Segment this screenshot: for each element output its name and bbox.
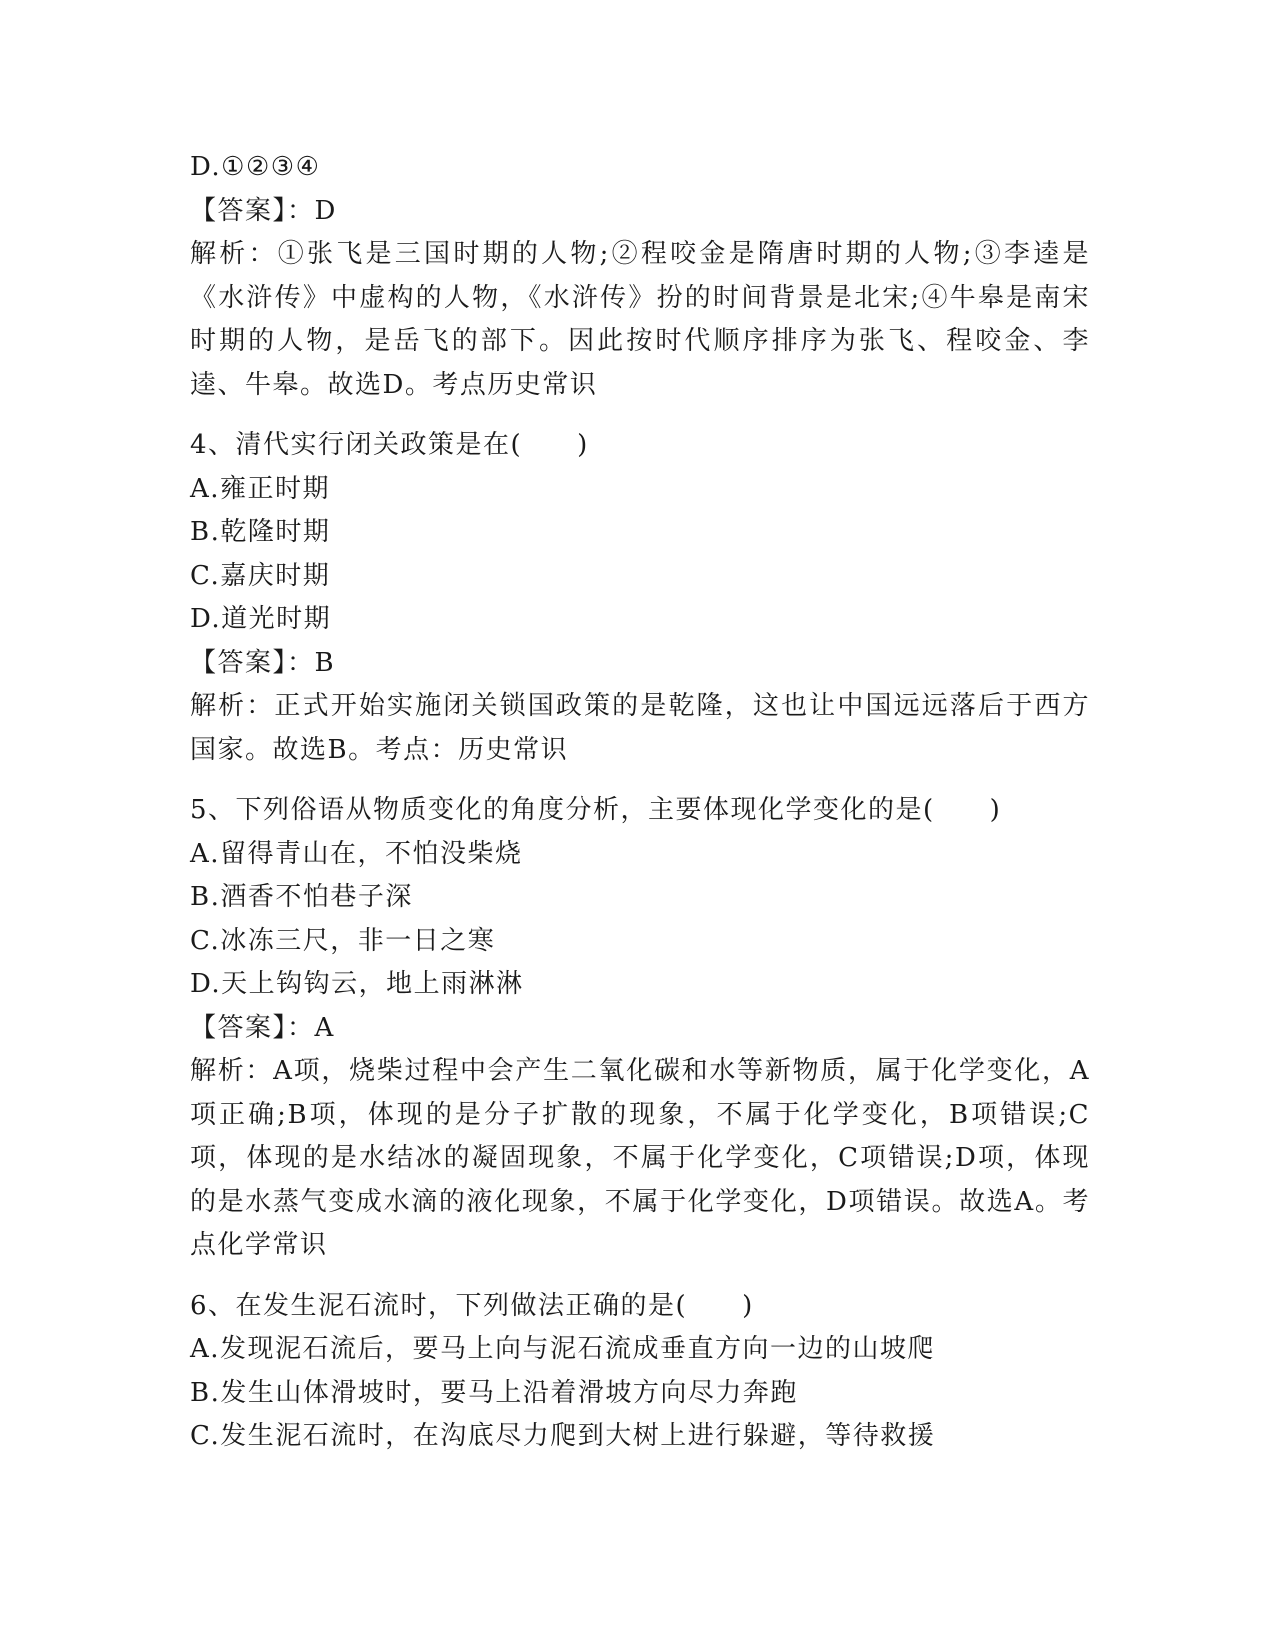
q3-analysis: 解析：①张飞是三国时期的人物;②程咬金是隋唐时期的人物;③李逵是《水浒传》中虚构的人物，《水浒传》扮的时间背景是北宋;④牛皋是南宋时期的人物，是岳飞的部下。因此按时代顺序排序为张飞、程咬金、李逵、牛皋。故选D。考点历史常识 <box>190 239 1090 400</box>
question-6 <box>190 1285 1090 1459</box>
q6-option-b: B.发生山体滑坡时，要马上沿着滑坡方向尽力奔跑 <box>190 1377 798 1408</box>
question-3-tail <box>190 146 1090 407</box>
q5-analysis: 解析：A项，烧柴过程中会产生二氧化碳和水等新物质，属于化学变化，A项正确;B项，体现的是分子扩散的现象，不属于化学变化，B项错误;C项，体现的是水结冰的凝固现象，不属于化学变化，C项错误;D项，体现的是水蒸气变成水滴的液化现象，不属于化学变化，D项错误。故选A。考点化学常识 <box>190 1056 1090 1260</box>
q6-stem: 6、在发生泥石流时，下列做法正确的是( ) <box>190 1290 754 1321</box>
q5-answer: 【答案】：A <box>190 1012 335 1043</box>
q4-option-c: C.嘉庆时期 <box>190 560 331 591</box>
q4-answer: 【答案】：B <box>190 647 336 678</box>
q3-option-d: D.①②③④ <box>190 152 321 182</box>
q3-answer: 【答案】：D <box>190 195 337 226</box>
q5-option-b: B.酒香不怕巷子深 <box>190 882 413 912</box>
spacer <box>190 772 1090 789</box>
q4-option-a: A.雍正时期 <box>190 473 331 504</box>
q5-option-d: D.天上钩钩云，地上雨淋淋 <box>190 969 524 999</box>
q4-analysis: 解析：正式开始实施闭关锁国政策的是乾隆，这也让中国远远落后于西方国家。故选B。考点：历史常识 <box>190 691 1090 765</box>
q6-option-a: A.发现泥石流后，要马上向与泥石流成垂直方向一边的山坡爬 <box>190 1334 936 1364</box>
q5-stem: 5、下列俗语从物质变化的角度分析，主要体现化学变化的是( ) <box>190 795 1002 825</box>
q5-option-a: A.留得青山在，不怕没柴烧 <box>190 838 523 869</box>
q5-option-c: C.冰冻三尺，非一日之寒 <box>190 925 496 956</box>
spacer <box>190 1268 1090 1285</box>
q4-option-d: D.道光时期 <box>190 604 332 634</box>
q4-stem: 4、清代实行闭关政策是在( ) <box>190 430 589 460</box>
q4-option-b: B.乾隆时期 <box>190 517 331 547</box>
document-content <box>190 146 1090 1459</box>
spacer <box>190 407 1090 424</box>
question-5 <box>190 789 1090 1268</box>
q6-option-c: C.发生泥石流时，在沟底尽力爬到大树上进行躲避，等待救援 <box>190 1421 936 1451</box>
question-4 <box>190 424 1090 772</box>
